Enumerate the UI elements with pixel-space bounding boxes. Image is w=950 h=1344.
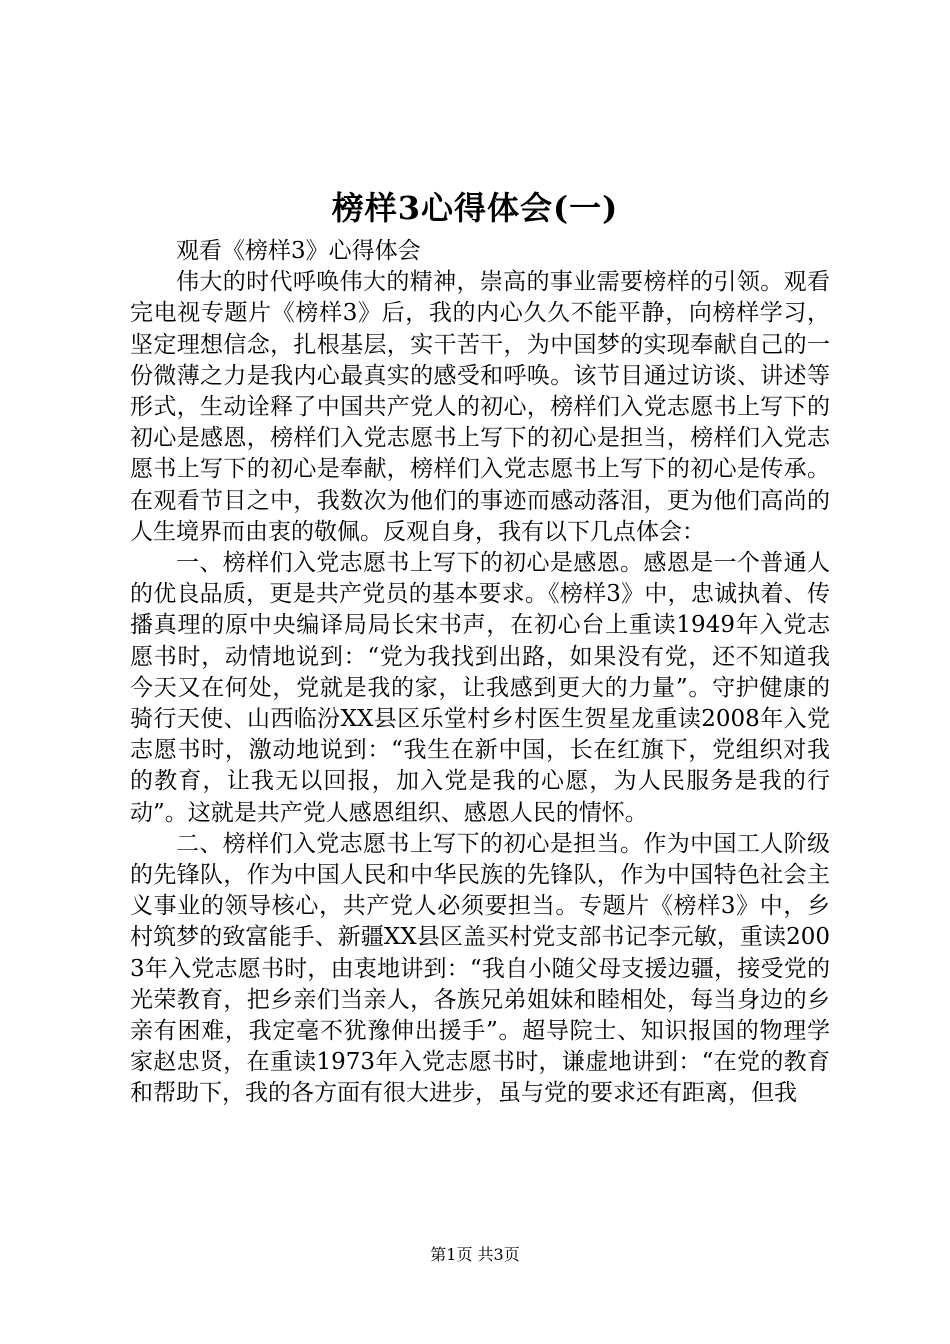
subtitle-paragraph: 观看《榜样3》心得体会 [176, 238, 421, 264]
page-number: 第1页 共3页 [430, 1245, 520, 1264]
point-two-paragraph: 二、榜样们入党志愿书上写下的初心是担当。作为中国工人阶级的先锋队，作为中国人民和中华民族的先锋队，作为中国特色社会主义事业的领导核心，共产党人必须要担当。专题片《榜样3》中，乡村筑梦的致富能手、新疆XX县区盖买村党支部书记李元敏，重读2003年入党志愿书时，由衷地讲到：“我自小随父母支援边疆，接受党的光荣教育，把乡亲们当亲人，各族兄弟姐妹和睦相处，每当身边的乡亲有困难，我定毫不犹豫伸出援手”。超导院士、知识报国的物理学家赵忠贤，在重读1973年入党志愿书时，谦虚地讲到：“在党的教育和帮助下，我的各方面有很大进步，虽与党的要求还有距离，但我 [130, 830, 830, 1107]
point-one-paragraph: 一、榜样们入党志愿书上写下的初心是感恩。感恩是一个普通人的优良品质，更是共产党员的基本要求。《榜样3》中，忠诚执着、传播真理的原中央编译局局长宋书声，在初心台上重读1949年入党志愿书时，动情地说到：“党为我找到出路，如果没有党，还不知道我今天又在何处，党就是我的家，让我感到更大的力量”。守护健康的骑行天使、山西临汾XX县区乐堂村乡村医生贺星龙重读2008年入党志愿书时，激动地说到：“我生在新中国，长在红旗下，党组织对我的教育，让我无以回报，加入党是我的心愿，为人民服务是我的行动”。这就是共产党人感恩组织、感恩人民的情怀。 [130, 550, 830, 826]
document-title: 榜样3心得体会(一) [331, 189, 619, 227]
intro-paragraph: 伟大的时代呼唤伟大的精神，崇高的事业需要榜样的引领。观看完电视专题片《榜样3》后，我的内心久久不能平静，向榜样学习，坚定理想信念，扎根基层，实干苦干，为中国梦的实现奉献自己的一份微薄之力是我内心最真实的感受和呼唤。该节目通过访谈、讲述等形式，生动诠释了中国共产党人的初心，榜样们入党志愿书上写下的初心是感恩，榜样们入党志愿书上写下的初心是担当，榜样们入党志愿书上写下的初心是奉献，榜样们入党志愿书上写下的初心是传承。在观看节目之中，我数次为他们的事迹而感动落泪，更为他们高尚的人生境界而由衷的敬佩。反观自身，我有以下几点体会： [130, 269, 830, 545]
document-body [130, 236, 830, 1110]
